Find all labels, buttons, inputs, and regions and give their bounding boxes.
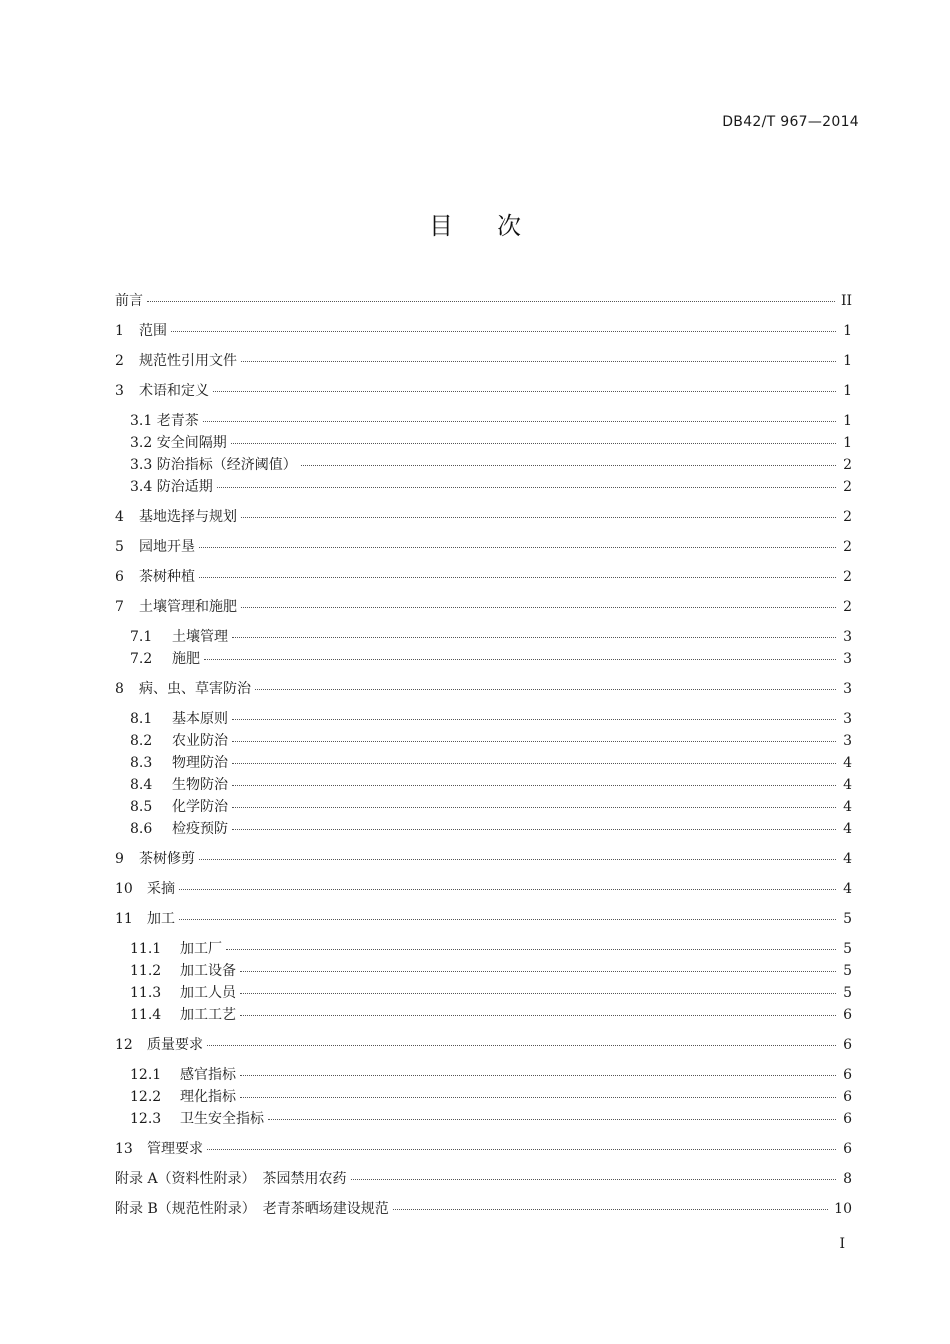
toc-dot-leader (147, 287, 835, 302)
toc-entry-label: 3.1 老青茶 (130, 413, 199, 429)
toc-entry-label: 园地开垦 (139, 539, 195, 555)
toc-dot-leader (232, 793, 836, 808)
toc-entry-number: 9 (115, 851, 124, 867)
toc-entry[interactable] (115, 844, 852, 874)
toc-entry[interactable] (115, 1030, 852, 1060)
toc-entry-page: 6 (843, 1111, 852, 1127)
toc-entry-page: 5 (843, 963, 852, 979)
toc-entry-page: 5 (843, 941, 852, 957)
toc-dot-leader (199, 563, 836, 578)
toc-entry-page: 5 (843, 911, 852, 927)
toc-entry-label: 农业防治 (172, 733, 228, 749)
toc-entry-page: 2 (843, 599, 852, 615)
toc-dot-leader (241, 503, 836, 518)
toc-dot-leader (179, 875, 836, 890)
toc-dot-leader (199, 533, 836, 548)
toc-dot-leader (213, 377, 836, 392)
toc-entry-number: 5 (115, 539, 124, 555)
toc-entry-page: 4 (843, 777, 852, 793)
toc-title: 目次 (429, 212, 565, 240)
toc-entry-page: 3 (843, 733, 852, 749)
toc-entry-number: 7.2 (130, 651, 153, 667)
toc-entry-page: 4 (843, 881, 852, 897)
document-code: DB42/T 967—2014 (722, 114, 859, 130)
toc-entry-page: 1 (843, 323, 852, 339)
toc-dot-leader (240, 979, 836, 994)
toc-dot-leader (232, 815, 836, 830)
toc-entry-number: 8.2 (130, 733, 153, 749)
toc-entry-number: 10 (115, 881, 133, 897)
toc-entry[interactable] (115, 286, 852, 316)
toc-entry-label: 感官指标 (180, 1067, 236, 1083)
toc-entry-page: 3 (843, 651, 852, 667)
toc-entry-number: 12.1 (130, 1067, 162, 1083)
toc-entry-label: 土壤管理和施肥 (139, 599, 237, 615)
toc-entry-label: 生物防治 (172, 777, 228, 793)
page-number: I (839, 1236, 845, 1252)
toc-dot-leader (226, 935, 836, 950)
toc-entry[interactable] (115, 874, 852, 904)
toc-entry-label: 病、虫、草害防治 (139, 681, 251, 697)
toc-entry-number: 8 (115, 681, 124, 697)
toc-entry[interactable] (115, 818, 852, 840)
toc-entry[interactable] (115, 648, 852, 670)
toc-entry-label: 施肥 (172, 651, 200, 667)
toc-entry-label: 土壤管理 (172, 629, 228, 645)
toc-entry[interactable] (115, 1164, 852, 1194)
toc-entry-label: 检疫预防 (172, 821, 228, 837)
toc-entry-page: 3 (843, 681, 852, 697)
toc-dot-leader (268, 1105, 836, 1120)
toc-entry-page: 8 (843, 1171, 852, 1187)
toc-entry-page: 3 (843, 711, 852, 727)
toc-entry-page: 1 (843, 413, 852, 429)
toc-dot-leader (203, 407, 836, 422)
toc-entry-page: 2 (843, 569, 852, 585)
toc-entry-label: 术语和定义 (139, 383, 209, 399)
toc-dot-leader (232, 771, 836, 786)
toc-dot-leader (240, 1001, 836, 1016)
toc-entry-label: 卫生安全指标 (180, 1111, 264, 1127)
toc-entry-number: 12 (115, 1037, 133, 1053)
toc-entry-number: 3 (115, 383, 124, 399)
toc-entry-label: 加工设备 (180, 963, 236, 979)
toc-entry-label: 加工工艺 (180, 1007, 236, 1023)
toc-entry-page: II (840, 293, 852, 309)
toc-entry-number: 8.1 (130, 711, 153, 727)
toc-entry-number: 8.4 (130, 777, 153, 793)
toc-entry[interactable] (115, 1108, 852, 1130)
toc-entry-page: 2 (843, 509, 852, 525)
toc-entry-number: 8.6 (130, 821, 153, 837)
toc-dot-leader (232, 705, 836, 720)
toc-entry-number: 7.1 (130, 629, 153, 645)
toc-dot-leader (232, 623, 836, 638)
toc-entry-page: 2 (843, 479, 852, 495)
toc-entry-number: 7 (115, 599, 124, 615)
toc-entry[interactable] (115, 316, 852, 346)
toc-entry[interactable] (115, 592, 852, 622)
toc-entry-label: 加工人员 (180, 985, 236, 1001)
toc-entry-label: 化学防治 (172, 799, 228, 815)
toc-entry-label: 加工厂 (180, 941, 222, 957)
toc-entry-number: 12.3 (130, 1111, 162, 1127)
toc-entry-page: 6 (843, 1089, 852, 1105)
toc-entry-page: 1 (843, 353, 852, 369)
toc-entry[interactable] (115, 1004, 852, 1026)
toc-dot-leader (240, 1083, 836, 1098)
toc-entry[interactable] (115, 562, 852, 592)
toc-entry-page: 4 (843, 799, 852, 815)
toc-entry-number: 13 (115, 1141, 133, 1157)
toc-entry-number: 11.3 (130, 985, 162, 1001)
toc-dot-leader (171, 317, 836, 332)
toc-entry-label: 物理防治 (172, 755, 228, 771)
toc-dot-leader (204, 645, 836, 660)
toc-entry-label: 茶树修剪 (139, 851, 195, 867)
toc-entry-page: 6 (843, 1007, 852, 1023)
toc-entry[interactable] (115, 1194, 852, 1224)
toc-dot-leader (179, 905, 836, 920)
toc-entry[interactable] (115, 502, 852, 532)
toc-dot-leader (301, 451, 836, 466)
toc-entry-number: 11 (115, 911, 133, 927)
toc-entry-label: 规范性引用文件 (139, 353, 237, 369)
toc-entry-label: 管理要求 (147, 1141, 203, 1157)
toc-dot-leader (393, 1195, 828, 1210)
toc-entry-label: 3.2 安全间隔期 (130, 435, 227, 451)
toc-entry-number: 8.3 (130, 755, 153, 771)
toc-dot-leader (240, 1061, 836, 1076)
toc-entry-number: 6 (115, 569, 124, 585)
toc-entry[interactable] (115, 904, 852, 934)
toc-entry[interactable] (115, 476, 852, 498)
toc-dot-leader (207, 1031, 836, 1046)
toc-entry[interactable] (115, 674, 852, 704)
toc-entry-number: 2 (115, 353, 124, 369)
toc-entry-label: 3.4 防治适期 (130, 479, 213, 495)
toc-entry-page: 6 (843, 1141, 852, 1157)
toc-dot-leader (240, 957, 836, 972)
toc-entry[interactable] (115, 346, 852, 376)
toc-entry-page: 3 (843, 629, 852, 645)
toc-entry-page: 4 (843, 851, 852, 867)
toc-entry-label: 基本原则 (172, 711, 228, 727)
toc-entry-number: 4 (115, 509, 124, 525)
toc-dot-leader (207, 1135, 836, 1150)
toc-entry-label: 基地选择与规划 (139, 509, 237, 525)
toc-entry-number: 12.2 (130, 1089, 162, 1105)
table-of-contents (115, 286, 852, 1224)
toc-entry[interactable] (115, 1134, 852, 1164)
toc-dot-leader (217, 473, 836, 488)
toc-entry-label: 质量要求 (147, 1037, 203, 1053)
toc-entry-label: 3.3 防治指标（经济阈值） (130, 457, 297, 473)
toc-entry-number: 8.5 (130, 799, 153, 815)
toc-entry-number: 11.2 (130, 963, 162, 979)
toc-entry-label: 前言 (115, 293, 143, 309)
toc-entry-number: 1 (115, 323, 124, 339)
toc-entry-page: 6 (843, 1037, 852, 1053)
toc-dot-leader (199, 845, 836, 860)
toc-entry-page: 2 (843, 457, 852, 473)
toc-entry-page: 6 (843, 1067, 852, 1083)
toc-entry[interactable] (115, 376, 852, 406)
toc-dot-leader (241, 347, 836, 362)
toc-entry-number: 11.1 (130, 941, 162, 957)
toc-dot-leader (232, 749, 836, 764)
toc-entry-number: 11.4 (130, 1007, 162, 1023)
toc-entry-label: 范围 (139, 323, 167, 339)
toc-entry-label: 加工 (147, 911, 175, 927)
toc-entry-label: 附录 B（规范性附录） 老青茶晒场建设规范 (115, 1201, 389, 1217)
toc-entry-page: 10 (834, 1201, 852, 1217)
toc-entry[interactable] (115, 532, 852, 562)
toc-dot-leader (351, 1165, 836, 1180)
toc-entry-label: 茶树种植 (139, 569, 195, 585)
toc-entry-page: 5 (843, 985, 852, 1001)
toc-dot-leader (231, 429, 836, 444)
toc-entry-label: 附录 A（资料性附录） 茶园禁用农药 (115, 1171, 347, 1187)
toc-entry-page: 4 (843, 821, 852, 837)
toc-entry-page: 1 (843, 383, 852, 399)
toc-entry-page: 2 (843, 539, 852, 555)
toc-dot-leader (255, 675, 836, 690)
toc-entry-page: 1 (843, 435, 852, 451)
toc-dot-leader (241, 593, 836, 608)
toc-entry-label: 理化指标 (180, 1089, 236, 1105)
toc-entry-label: 采摘 (147, 881, 175, 897)
toc-entry-page: 4 (843, 755, 852, 771)
toc-dot-leader (232, 727, 836, 742)
